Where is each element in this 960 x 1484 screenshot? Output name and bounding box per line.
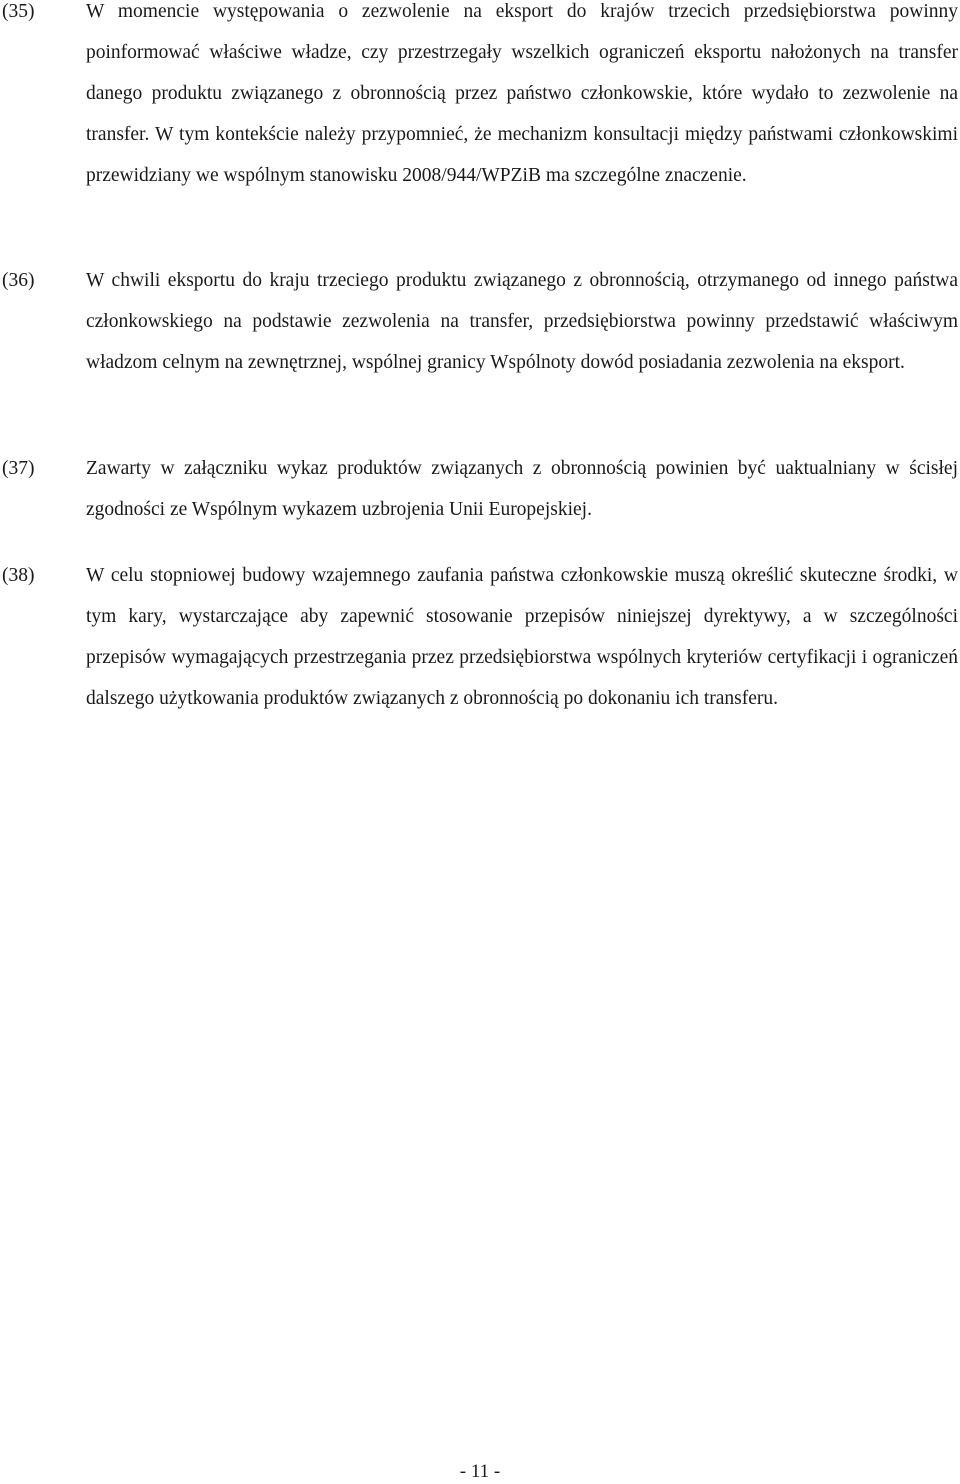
recital-text: W celu stopniowej budowy wzajemnego zaufania państwa członkowskie muszą określić skuteczne środki, w tym kary, wystarczające aby zapewnić stosowanie przepisów niniejszej dyrektywy, a w szczególności przepisów wymagających przestrzegania przez przedsiębiorstwa wspólnych kryteriów certyfikacji i ograniczeń dalszego użytkowania produktów związanych z obronnością po dokonaniu ich transferu. (86, 565, 958, 709)
recital-number: (37) (2, 458, 35, 479)
recital-text: W momencie występowania o zezwolenie na eksport do krajów trzecich przedsiębiorstwa powinny poinformować właściwe władze, czy przestrzegały wszelkich ograniczeń eksportu nałożonych na transfer danego produktu związanego z obronnością przez państwo członkowskie, które wydało to zezwolenie na transfer. W tym kontekście należy przypomnieć, że mechanizm konsultacji między państwami członkowskimi przewidziany we wspólnym stanowisku 2008/944/WPZiB ma szczególne znaczenie. (86, 1, 958, 186)
recital-text: W chwili eksportu do kraju trzeciego produktu związanego z obronnością, otrzymanego od innego państwa członkowskiego na podstawie zezwolenia na transfer, przedsiębiorstwa powinny przedstawić właściwym władzom celnym na zewnętrznej, wspólnej granicy Wspólnoty dowód posiadania zezwolenia na eksport. (86, 270, 958, 373)
recital-37 (0, 448, 960, 530)
page-number: - 11 - (459, 1461, 501, 1482)
recital-number: (36) (2, 270, 35, 291)
recital-38 (0, 555, 960, 719)
recital-36 (0, 260, 960, 383)
recital-35 (0, 0, 960, 196)
recital-text: Zawarty w załączniku wykaz produktów związanych z obronnością powinien być uaktualniany w ścisłej zgodności ze Wspólnym wykazem uzbrojenia Unii Europejskiej. (86, 458, 958, 520)
recital-number: (35) (2, 1, 35, 22)
recital-number: (38) (2, 565, 35, 586)
